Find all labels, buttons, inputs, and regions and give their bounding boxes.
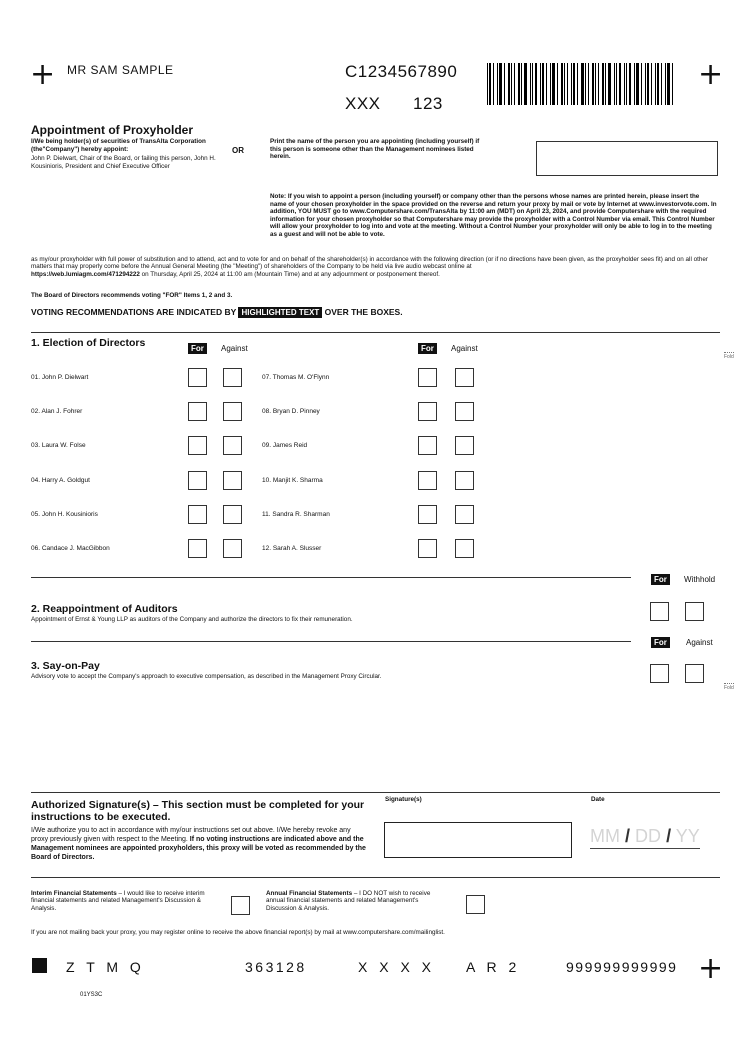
barcode-bar — [655, 63, 656, 105]
footer-code-5: 999999999999 — [566, 959, 678, 975]
director-name: 10. Manjit K. Sharma — [262, 477, 323, 484]
code-right: 123 — [413, 94, 443, 113]
barcode-bar — [647, 63, 649, 105]
director-name: 05. John H. Kousinioris — [31, 511, 98, 518]
nominees-text: John P. Dielwart, Chair of the Board, or failing this person, John H. Kousinioris, President and Chief Executive Officer — [31, 155, 216, 170]
director-for-checkbox[interactable] — [188, 436, 207, 455]
director-against-checkbox[interactable] — [455, 368, 474, 387]
barcode-bar — [657, 63, 659, 105]
director-against-checkbox[interactable] — [223, 539, 242, 558]
barcode-bar — [577, 63, 578, 105]
director-against-checkbox[interactable] — [455, 471, 474, 490]
barcode-bar — [665, 63, 666, 105]
barcode-bar — [605, 63, 606, 105]
say-on-pay-title: 3. Say-on-Pay — [31, 660, 100, 672]
barcode-bar — [602, 63, 604, 105]
print-name-text: Print the name of the person you are appointing (including yourself) if this person is someone other than the Management nominees listed herein. — [270, 138, 480, 160]
director-against-checkbox[interactable] — [223, 402, 242, 421]
director-name: 12. Sarah A. Slusser — [262, 545, 322, 552]
director-name: 07. Thomas M. O'Flynn — [262, 374, 330, 381]
barcode-bar — [661, 63, 662, 105]
divider — [31, 332, 720, 333]
director-for-checkbox[interactable] — [188, 505, 207, 524]
date-yy: YY — [675, 826, 700, 846]
director-name: 09. James Reid — [262, 442, 308, 449]
footer-small-code: 01YS3C — [80, 992, 103, 998]
footer-code-3: X X X X — [358, 959, 436, 975]
director-against-checkbox[interactable] — [455, 505, 474, 524]
say-on-pay-for-checkbox[interactable] — [650, 664, 669, 683]
barcode-bar — [493, 63, 494, 105]
barcode-bar — [573, 63, 575, 105]
say-on-pay-against-checkbox[interactable] — [685, 664, 704, 683]
director-for-checkbox[interactable] — [418, 368, 437, 387]
director-for-checkbox[interactable] — [418, 539, 437, 558]
director-for-checkbox[interactable] — [418, 402, 437, 421]
director-for-checkbox[interactable] — [188, 402, 207, 421]
barcode-bar — [581, 63, 584, 105]
divider — [31, 577, 631, 578]
barcode-bar — [514, 63, 515, 105]
withhold-label: Withhold — [684, 575, 716, 584]
director-against-checkbox[interactable] — [223, 471, 242, 490]
director-name: 03. Laura W. Folse — [31, 442, 86, 449]
registration-mark-icon: + — [698, 951, 724, 986]
director-for-checkbox[interactable] — [418, 471, 437, 490]
director-name: 01. John P. Dielwart — [31, 374, 89, 381]
against-label: Against — [451, 344, 478, 353]
barcode-bar — [592, 63, 594, 105]
director-for-checkbox[interactable] — [418, 505, 437, 524]
annual-statements-checkbox[interactable] — [466, 895, 485, 914]
barcode-bar — [499, 63, 502, 105]
barcode-bar — [550, 63, 551, 105]
board-recommendation: The Board of Directors recommends voting "FOR" Items 1, 2 and 3. — [31, 292, 233, 299]
barcode-bar — [497, 63, 498, 105]
divider — [31, 877, 720, 878]
director-name: 08. Bryan D. Pinney — [262, 408, 320, 415]
barcode-bar — [567, 63, 568, 105]
barcode-bar — [546, 63, 547, 105]
for-label-highlighted: For — [188, 343, 207, 354]
barcode-bar — [521, 63, 522, 105]
registration-mark-icon: + — [30, 57, 56, 92]
director-against-checkbox[interactable] — [223, 436, 242, 455]
holder-text: I/We being holder(s) of securities of TransAlta Corporation (the"Company") hereby appoint: — [31, 138, 206, 153]
barcode-bar — [641, 63, 642, 105]
meeting-url: https://web.lumiagm.com/471294222 — [31, 270, 140, 278]
director-for-checkbox[interactable] — [188, 368, 207, 387]
barcode-bar — [636, 63, 639, 105]
barcode-bar — [552, 63, 555, 105]
barcode-bar — [667, 63, 670, 105]
barcode-bar — [530, 63, 531, 105]
barcode-bar — [645, 63, 646, 105]
barcode-bar — [588, 63, 589, 105]
barcode-bar — [540, 63, 541, 105]
director-against-checkbox[interactable] — [455, 436, 474, 455]
barcode-bar — [487, 63, 488, 105]
barcode-bar — [651, 63, 652, 105]
date-label: Date — [591, 796, 605, 803]
barcode-bar — [571, 63, 572, 105]
against-label: Against — [686, 638, 713, 647]
barcode-bar — [634, 63, 635, 105]
for-label-highlighted: For — [418, 343, 437, 354]
barcode-bar — [489, 63, 491, 105]
auditors-title: 2. Reappointment of Auditors — [31, 603, 178, 615]
date-mm: MM — [590, 826, 620, 846]
registration-square — [32, 958, 47, 973]
barcode-bar — [524, 63, 527, 105]
barcode-bar — [557, 63, 558, 105]
barcode-bar — [624, 63, 625, 105]
against-label: Against — [221, 344, 248, 353]
say-on-pay-desc: Advisory vote to accept the Company's approach to executive compensation, as described in the Management Proxy Circular. — [31, 673, 382, 680]
barcode-bar — [504, 63, 505, 105]
election-title: 1. Election of Directors — [31, 337, 146, 349]
barcode-bar — [614, 63, 615, 105]
director-against-checkbox[interactable] — [455, 402, 474, 421]
barcode — [487, 63, 679, 105]
footer-code-4: A R 2 — [466, 959, 521, 975]
barcode-bar — [616, 63, 617, 105]
director-name: 11. Sandra R. Sharman — [262, 511, 330, 518]
proxyholder-name-field[interactable] — [536, 141, 718, 176]
footer-code-2: 363128 — [245, 959, 307, 975]
barcode-bar — [564, 63, 565, 105]
director-for-checkbox[interactable] — [188, 471, 207, 490]
director-against-checkbox[interactable] — [223, 368, 242, 387]
barcode-bar — [672, 63, 673, 105]
barcode-bar — [595, 63, 596, 105]
registration-mark-icon: + — [698, 57, 724, 92]
code-left: XXX — [345, 94, 381, 113]
barcode-bar — [626, 63, 627, 105]
control-number: C1234567890 — [345, 62, 458, 81]
barcode-bar — [518, 63, 520, 105]
barcode-bar — [619, 63, 621, 105]
signature-field[interactable] — [384, 822, 572, 858]
barcode-bar — [585, 63, 586, 105]
barcode-bar — [629, 63, 631, 105]
fold-label: Fold — [724, 354, 734, 360]
voting-recommendation: VOTING RECOMMENDATIONS ARE INDICATED BY HIGHLIGHTED TEXT OVER THE BOXES. — [31, 307, 403, 317]
divider — [31, 641, 631, 642]
highlighted-text-sample: HIGHLIGHTED TEXT — [238, 307, 322, 318]
director-name: 02. Alan J. Fohrer — [31, 408, 83, 415]
barcode-bar — [608, 63, 611, 105]
holder-name: MR SAM SAMPLE — [67, 63, 174, 77]
interim-statements-checkbox[interactable] — [231, 896, 250, 915]
annual-statements-text: Annual Financial Statements – I DO NOT wish to receive annual financial statements and related Management's Discussion & Analysis. — [266, 890, 431, 912]
date-dd: DD — [635, 826, 662, 846]
proxy-note: Note: If you wish to appoint a person (including yourself) or company other than the persons whose names are printed herein, please insert the name of your chosen proxyholder in the space provided on the reverse and return your proxy by mail or vote by Internet at www.investorvote.com. In addition, YOU MUST go to www.Computershare.com/TransAlta by 11:00 am (MDT) on April 23, 2024, and provide Computershare with the required information for your chosen proxyholder so that Computershare may provide the proxyholder with a Control Number via email. This Control Number will allow your proxyholder to log into and vote at the meeting. Without a Control Number your proxyholder will only be able to log in to the meeting as a guest and will not be able to vote. — [270, 193, 717, 238]
barcode-bar — [542, 63, 544, 105]
auditors-withhold-checkbox[interactable] — [685, 602, 704, 621]
barcode-bar — [535, 63, 537, 105]
for-label-highlighted: For — [651, 574, 670, 585]
proxy-body-text: as my/our proxyholder with full power of substitution and to attend, act and to vote for and on behalf of the shareholder(s) in accordance with the following direction (or if no directions have been given, as the proxyholder sees fit) and on all other matters that may properly come before the Annual General Meeting (the "Meeting") of shareholders of the Company to be held via live audio webcast online at https://web.lumiagm.com/471294222 on Thursday, April 25, 2024 at 11:00 am (Mountain Time) and at any adjournment or postponement thereof. — [31, 256, 708, 278]
barcode-bar — [561, 63, 563, 105]
director-for-checkbox[interactable] — [188, 539, 207, 558]
footer-code-1: Z T M Q — [66, 959, 145, 975]
barcode-bar — [511, 63, 512, 105]
barcode-bar — [598, 63, 599, 105]
signature-label: Signature(s) — [385, 796, 422, 803]
auditors-desc: Appointment of Ernst & Young LLP as auditors of the Company and authorize the directors to fix their remuneration. — [31, 616, 353, 623]
signature-title: Authorized Signature(s) – This section must be completed for your instructions to be executed. — [31, 799, 365, 823]
interim-statements-text: Interim Financial Statements – I would like to receive interim financial statements and related Management's Discussion & Analysis. — [31, 890, 205, 912]
fold-label: Fold — [724, 685, 734, 691]
for-label-highlighted: For — [651, 637, 670, 648]
director-against-checkbox[interactable] — [455, 539, 474, 558]
mailing-list-note: If you are not mailing back your proxy, you may register online to receive the above financial report(s) by mail at www.computershare.com/mailinglist. — [31, 929, 445, 936]
divider — [31, 792, 720, 793]
signature-text: I/We authorize you to act in accordance with my/our instructions set out above. I/We hereby revoke any proxy previously given with respect to the Meeting. If no voting instructions are indicated above and the Management nominees are appointed proxyholders, this proxy will be voted as recommended by the Board of Directors. — [31, 827, 366, 861]
date-field[interactable]: MM / DD / YY — [590, 826, 700, 849]
director-name: 06. Candace J. MacGibbon — [31, 545, 110, 552]
barcode-bar — [508, 63, 510, 105]
or-label: OR — [232, 146, 244, 155]
director-against-checkbox[interactable] — [223, 505, 242, 524]
proxy-title: Appointment of Proxyholder — [31, 123, 193, 137]
director-name: 04. Harry A. Goldgut — [31, 477, 90, 484]
auditors-for-checkbox[interactable] — [650, 602, 669, 621]
barcode-bar — [532, 63, 533, 105]
director-for-checkbox[interactable] — [418, 436, 437, 455]
